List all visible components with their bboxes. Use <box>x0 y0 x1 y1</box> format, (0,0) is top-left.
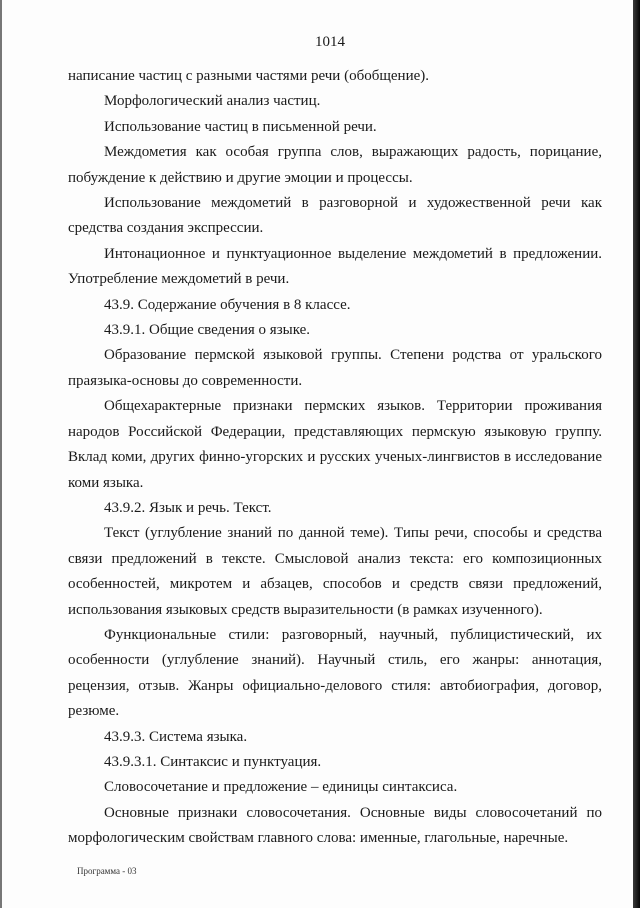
paragraph: Использование частиц в письменной речи. <box>104 118 377 135</box>
paragraph: Словосочетание и предложение – единицы синтаксиса. <box>104 779 458 796</box>
paragraph: Основные признаки словосочетания. Основные виды словосочетаний по морфологическим свойствам главного слова: именные, глагольные, наречные. <box>68 804 602 847</box>
paragraph: Образование пермской языковой группы. Степени родства от уральского праязыка-основы до современности. <box>68 347 602 389</box>
page-left-edge <box>0 0 2 908</box>
section-heading: 43.9. Содержание обучения в 8 классе. <box>104 296 351 313</box>
document-body <box>68 64 602 852</box>
page-number: 1014 <box>315 34 345 50</box>
footer-label: Программа - 03 <box>77 866 137 876</box>
section-heading: 43.9.2. Язык и речь. Текст. <box>104 499 272 516</box>
paragraph: Общехарактерные признаки пермских языков. Территории проживания народов Российской Федерации, представляющих пермскую языковую группу. Вклад коми, других финно-угорских и русских ученых-лингвистов в исследование коми языка. <box>68 398 602 491</box>
paragraph: Морфологический анализ частиц. <box>104 93 321 110</box>
paragraph: Функциональные стили: разговорный, научный, публицистический, их особенности (углубление знаний). Научный стиль, его жанры: аннотация, рецензия, отзыв. Жанры официально-делового стиля: автобиография, договор, резюме. <box>68 626 602 720</box>
section-heading: 43.9.3.1. Синтаксис и пунктуация. <box>104 753 322 770</box>
section-heading: 43.9.3. Система языка. <box>104 728 248 745</box>
paragraph: Текст (углубление знаний по данной теме). Типы речи, способы и средства связи предложений в тексте. Смысловой анализ текста: его композиционных особенностей, микротем и абзацев, способов и средств связи предложений, использования языковых средств выразительности (в рамках изученного). <box>68 525 602 618</box>
paragraph: Междометия как особая группа слов, выражающих радость, порицание, побуждение к действию и другие эмоции и процессы. <box>68 144 602 186</box>
page-right-edge <box>633 0 640 908</box>
paragraph: Интонационное и пунктуационное выделение междометий в предложении. Употребление междометий в речи. <box>68 245 602 288</box>
paragraph: написание частиц с разными частями речи (обобщение). <box>68 68 430 84</box>
section-heading: 43.9.1. Общие сведения о языке. <box>104 322 311 339</box>
paragraph: Использование междометий в разговорной и художественной речи как средства создания экспрессии. <box>68 195 602 237</box>
